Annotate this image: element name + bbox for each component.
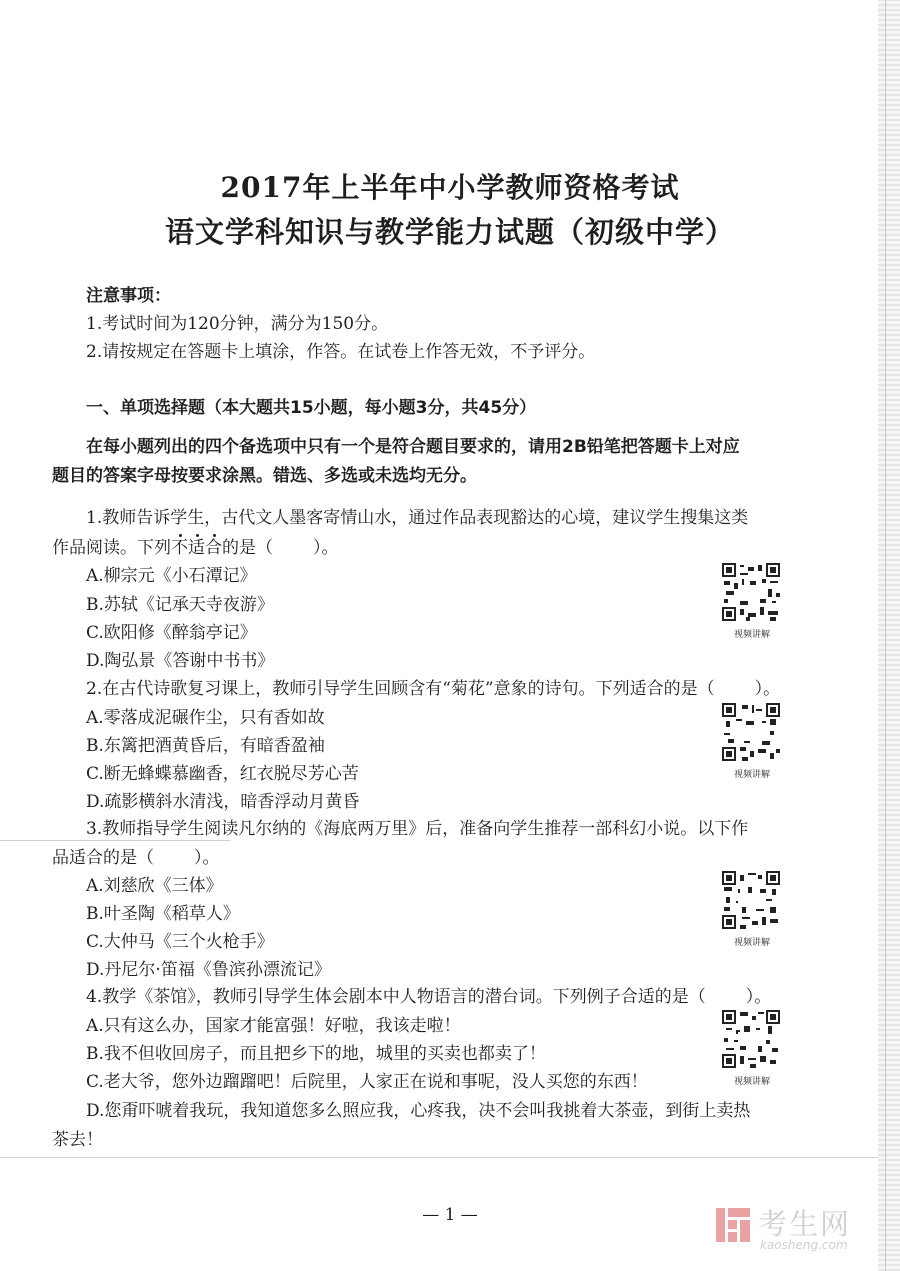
question-2-option-b: B.东篱把酒黄昏后，有暗香盈袖 [86, 736, 325, 756]
qr-code-3[interactable] [722, 871, 782, 948]
qr-code-icon [722, 1010, 780, 1068]
watermark-name: 考生网 [758, 1207, 852, 1241]
question-4-option-d-cont: 茶去！ [52, 1130, 103, 1150]
question-3-option-d: D.丹尼尔·笛福《鲁滨孙漂流记》 [86, 960, 331, 980]
qr-code-1[interactable] [722, 563, 782, 640]
stem-text: ）。 [194, 848, 220, 868]
stem-text: ）。 [754, 679, 781, 699]
stem-text: 的是（ [222, 538, 273, 558]
fold-line [0, 840, 230, 841]
notice-item: 2.请按规定在答题卡上填涂，作答。在试卷上作答无效，不予评分。 [86, 342, 596, 362]
question-2-stem [86, 678, 780, 700]
qr-code-icon [722, 703, 780, 761]
question-3-option-b: B.叶圣陶《稻草人》 [86, 904, 240, 924]
qr-caption: 视频讲解 [733, 630, 770, 640]
qr-code-icon [722, 871, 780, 929]
section-instructions: 在每小题列出的四个备选项中只有一个是符合题目要求的，请用2B铅笔把答题卡上对应 [86, 437, 740, 457]
question-1-option-a: A.柳宗元《小石潭记》 [86, 566, 257, 586]
question-3-stem-cont [52, 847, 220, 869]
question-4-stem [86, 986, 771, 1008]
question-1-option-d: D.陶弘景《答谢中书书》 [86, 651, 275, 671]
watermark-domain: kaosheng.com [760, 1238, 848, 1252]
qr-caption: 视频讲解 [733, 1077, 770, 1087]
question-4-option-d: D.您甭吓唬着我玩，我知道您多么照应我，心疼我，决不会叫我挑着大茶壶，到街上卖热 [86, 1101, 751, 1121]
section-heading: 一、单项选择题（本大题共15小题，每小题3分，共45分） [86, 398, 537, 418]
kaosheng-logo-icon [714, 1206, 752, 1244]
qr-code-2[interactable] [722, 703, 782, 780]
emphasis-char: 合 [205, 538, 222, 558]
question-1-stem: 1.教师告诉学生，古代文人墨客寄情山水，通过作品表现豁达的心境，建议学生搜集这类 [86, 508, 749, 528]
qr-caption: 视频讲解 [733, 770, 770, 780]
notice-item: 1.考试时间为120分钟，满分为150分。 [86, 314, 389, 334]
qr-code-4[interactable] [722, 1010, 782, 1087]
question-3-option-a: A.刘慈欣《三体》 [86, 876, 223, 896]
title-line2: 语文学科知识与教学能力试题（初级中学） [164, 215, 735, 249]
question-4-option-b: B.我不但收回房子，而且把乡下的地，城里的买卖也都卖了！ [86, 1044, 546, 1064]
notice-heading: 注意事项： [86, 286, 171, 306]
question-4-option-a: A.只有这么办，国家才能富强！好啦，我该走啦！ [86, 1016, 461, 1036]
question-1-stem-cont [52, 537, 339, 559]
question-3-option-c: C.大仲马《三个火枪手》 [86, 932, 274, 952]
question-1-option-b: B.苏轼《记承天寺夜游》 [86, 595, 274, 615]
question-3-stem: 3.教师指导学生阅读凡尔纳的《海底两万里》后，准备向学生推荐一部科幻小说。以下作 [86, 819, 749, 839]
emphasis-not-suitable [171, 538, 222, 558]
qr-code-icon [722, 563, 780, 621]
question-4-option-c: C.老大爷，您外边蹓蹓吧！后院里，人家正在说和事呢，没人买您的东西！ [86, 1072, 648, 1092]
stem-text: 作品阅读。下列 [52, 538, 171, 558]
question-2-option-a: A.零落成泥碾作尘，只有香如故 [86, 708, 325, 728]
title-line1: 2017年上半年中小学教师资格考试 [220, 171, 680, 204]
bottom-rule [0, 1157, 878, 1158]
page-number: — 1 — [422, 1205, 478, 1225]
question-2-option-d: D.疏影横斜水清浅，暗香浮动月黄昏 [86, 792, 360, 812]
stem-text: 品适合的是（ [52, 848, 154, 868]
question-2-option-c: C.断无蜂蝶慕幽香，红衣脱尽芳心苦 [86, 764, 359, 784]
emphasis-char: 不 [171, 538, 188, 558]
stem-text: ）。 [745, 987, 772, 1007]
question-1-option-c: C.欧阳修《醉翁亭记》 [86, 623, 257, 643]
qr-caption: 视频讲解 [733, 938, 770, 948]
stem-text: 4.教学《茶馆》，教师引导学生体会剧本中人物语言的潜台词。下列例子合适的是（ [86, 987, 706, 1007]
stem-text: 2.在古代诗歌复习课上，教师引导学生回顾含有“菊花”意象的诗句。下列适合的是（ [86, 679, 715, 699]
watermark [714, 1198, 884, 1258]
emphasis-char: 适 [188, 538, 205, 558]
section-instructions: 题目的答案字母按要求涂黑。错选、多选或未选均无分。 [52, 466, 477, 486]
stem-text: ）。 [313, 538, 339, 558]
